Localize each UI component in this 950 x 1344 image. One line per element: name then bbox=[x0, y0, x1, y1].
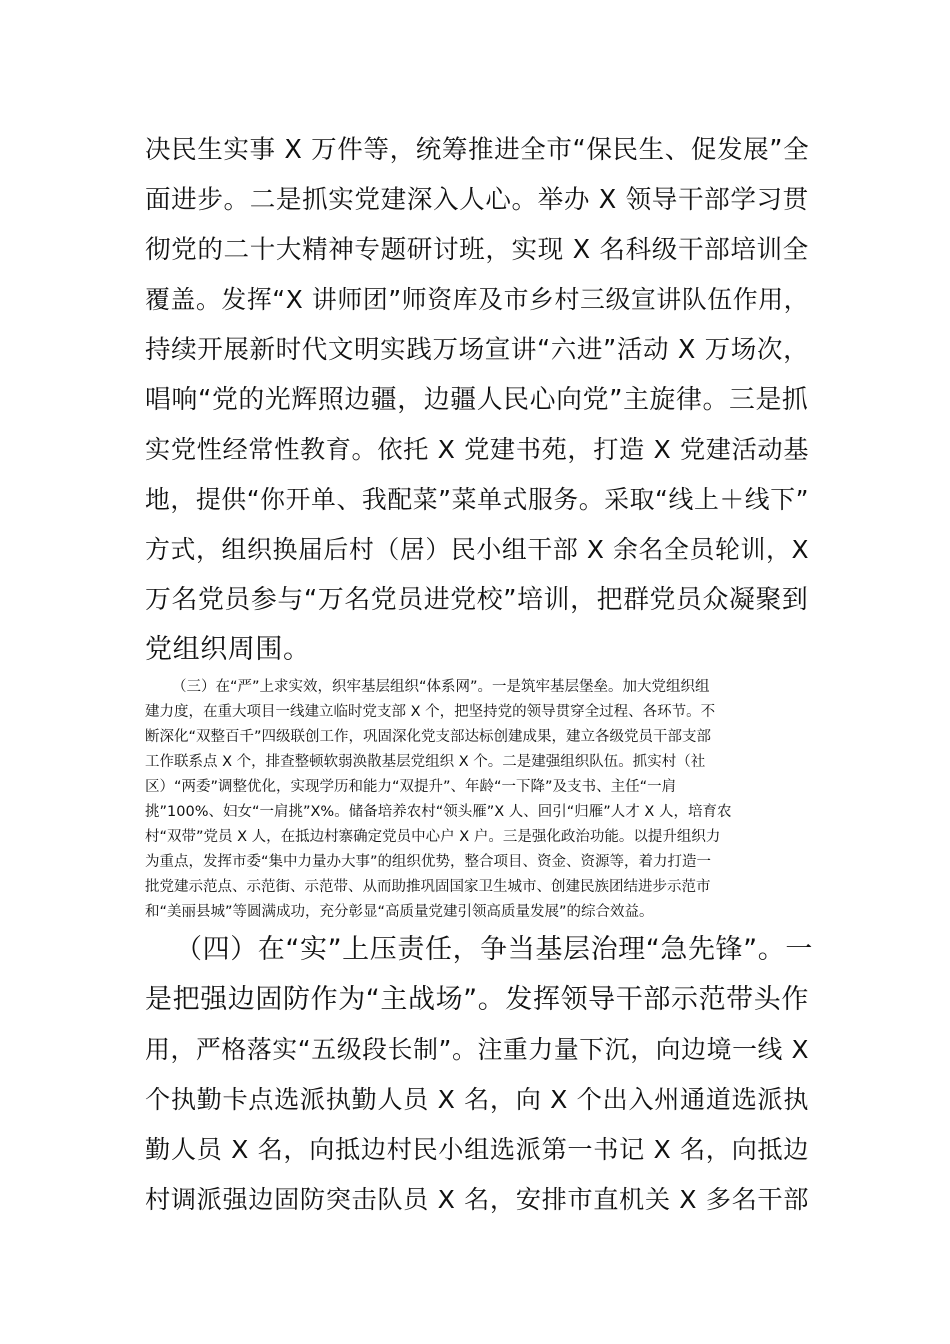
text-line: 为重点，发挥市委“集中力量办大事”的组织优势，整合项目、资金、资源等，着力打造一 bbox=[145, 854, 712, 870]
text-line: 地，提供“你开单、我配菜”菜单式服务。采取“线上＋线下” bbox=[145, 485, 810, 514]
text-line: 用，严格落实“五级段长制”。注重力量下沉，向边境一线 X bbox=[145, 1035, 810, 1064]
text-line: 断深化“双整百千”四级联创工作，巩固深化党支部达标创建成果，建立各级党员干部支部 bbox=[145, 729, 712, 745]
text-line: 村“双带”党员 X 人，在抵边村寨确定党员中心户 X 户。三是强化政治功能。以提升组织力 bbox=[145, 829, 721, 845]
text-line: 是把强边固防作为“主战场”。发挥领导干部示范带头作 bbox=[145, 984, 809, 1015]
text-line: 决民生实事 X 万件等，统筹推进全市“保民生、促发展”全 bbox=[145, 135, 810, 165]
text-line: 唱响“党的光辉照边疆，边疆人民心向党”主旋律。三是抓 bbox=[145, 385, 809, 415]
text-line: （四）在“实”上压责任，争当基层治理“急先锋”。一 bbox=[175, 934, 813, 965]
text-line: 彻党的二十大精神专题研讨班，实现 X 名科级干部培训全 bbox=[145, 235, 809, 265]
text-line: 党组织周围。 bbox=[145, 634, 311, 665]
text-line: 批党建示范点、示范街、示范带、从而助推巩固国家卫生城市、创建民族团结进步示范市 bbox=[145, 879, 711, 895]
text-line: 面进步。二是抓实党建深入人心。举办 X 领导干部学习贯 bbox=[145, 185, 809, 215]
text-line: 实党性经常性教育。依托 X 党建书苑，打造 X 党建活动基 bbox=[145, 435, 810, 464]
text-line: 方式，组织换届后村（居）民小组干部 X 余名全员轮训，X bbox=[145, 535, 810, 564]
text-line: 建力度，在重大项目一线建立临时党支部 X 个，把坚持党的领导贯穿全过程、各环节。不 bbox=[145, 704, 716, 720]
text-line: 勤人员 X 名，向抵边村民小组选派第一书记 X 名，向抵边 bbox=[145, 1135, 810, 1164]
text-line: 工作联系点 X 个，排查整顿软弱涣散基层党组织 X 个。二是建强组织队伍。抓实村（社 bbox=[145, 754, 706, 770]
text-line: 区）“两委”调整优化，实现学历和能力“双提升”、年龄“一下降”及支书、主任“一肩 bbox=[145, 779, 677, 795]
text-line: 村调派强边固防突击队员 X 名，安排市直机关 X 多名干部 bbox=[145, 1185, 810, 1214]
text-line: 万名党员参与“万名党员进党校”培训，把群党员众凝聚到 bbox=[145, 585, 809, 615]
text-line: 个执勤卡点选派执勤人员 X 名，向 X 个出入州通道选派执 bbox=[145, 1085, 810, 1114]
text-line: 持续开展新时代文明实践万场宣讲“六进”活动 X 万场次， bbox=[145, 335, 810, 365]
text-line: 覆盖。发挥“X 讲师团”师资库及市乡村三级宣讲队伍作用， bbox=[145, 285, 810, 314]
text-line: （三）在“严”上求实效，织牢基层组织“体系网”。一是筑牢基层堡垒。加大党组织组 bbox=[172, 679, 710, 695]
text-line: 和“美丽县城”等圆满成功，充分彰显“高质量党建引领高质量发展”的综合效益。 bbox=[145, 904, 654, 920]
text-line: 挑”100%、妇女“一肩挑”X%。储备培养农村“领头雁”X 人、回引“归雁”人才 X 人，培育农 bbox=[145, 804, 732, 820]
